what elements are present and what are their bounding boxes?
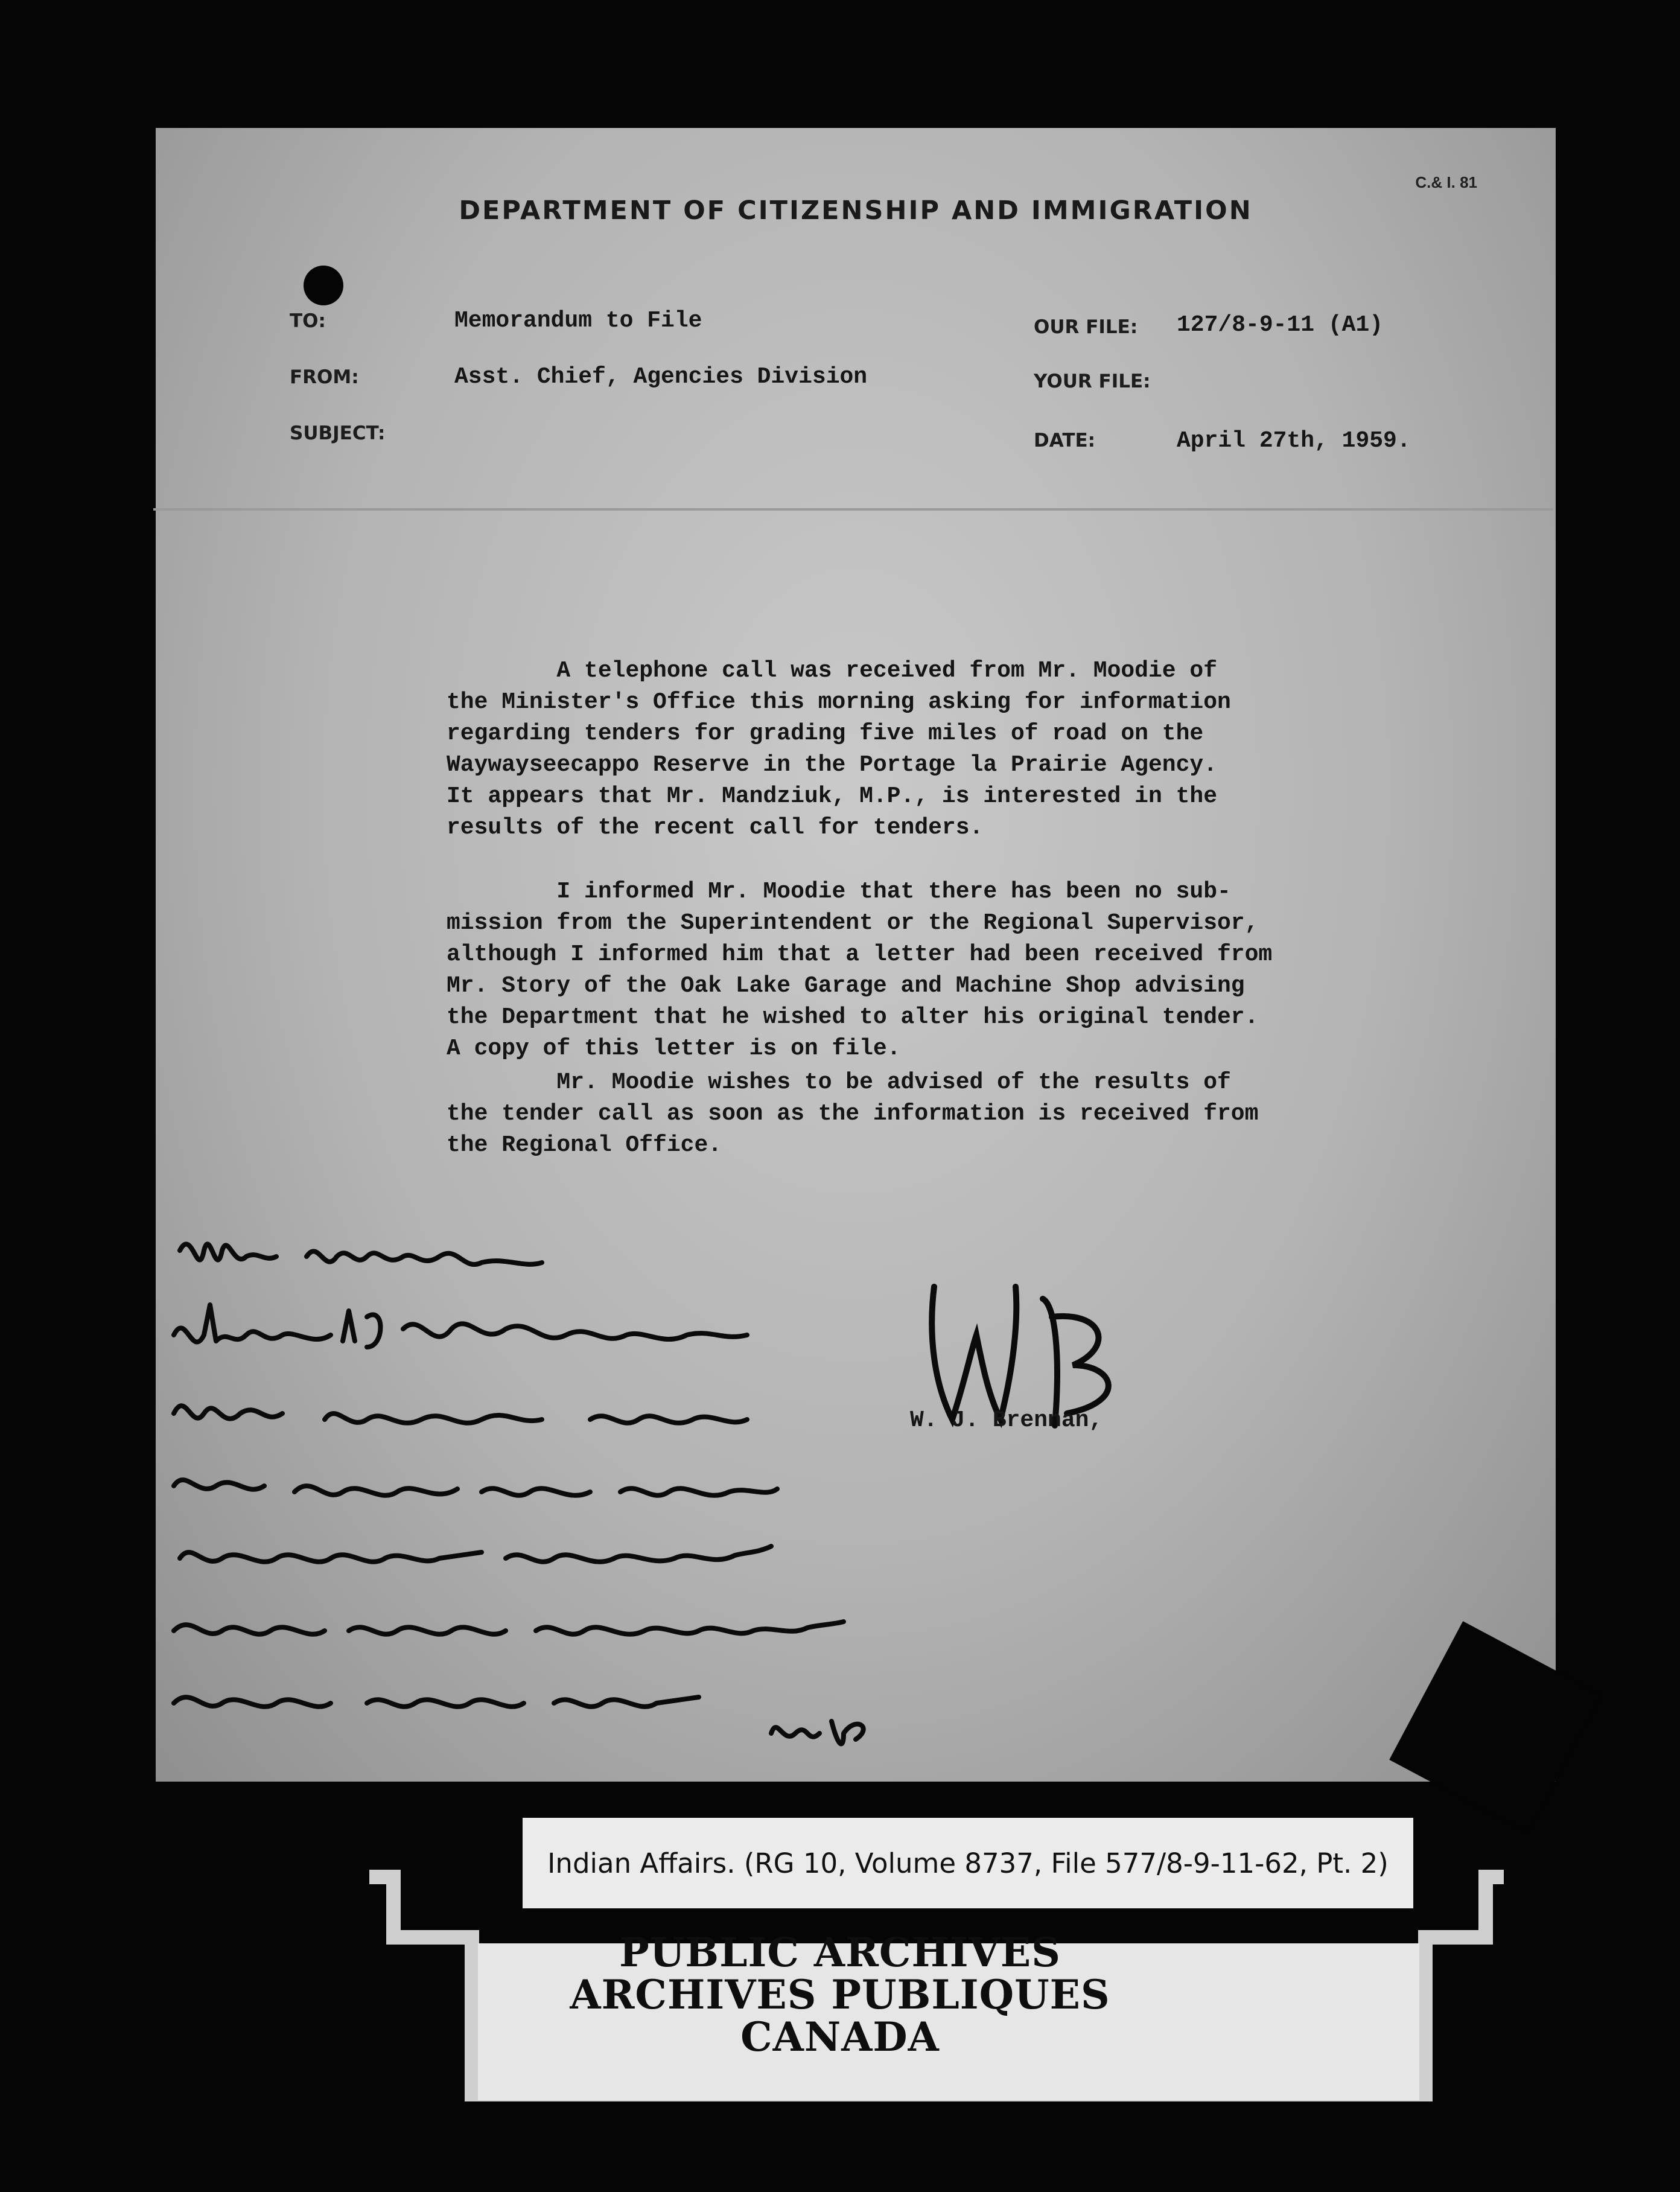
body-paragraph-1: A telephone call was received from Mr. Moodie of the Minister's Office this morning asking for information regarding tenders for grading five miles of road on the Waywayseecappo Reserve in the Portage la Prairie Agency. It appears that Mr. Mandziuk, M.P., is interested in the results of the recent call for tenders. bbox=[447, 658, 1231, 841]
date-value: April 27th, 1959. bbox=[1177, 428, 1411, 454]
from-value: Asst. Chief, Agencies Division bbox=[454, 364, 868, 390]
date-label: DATE: bbox=[1034, 430, 1096, 451]
to-label: TO: bbox=[290, 310, 326, 332]
memo-page bbox=[156, 128, 1556, 1782]
to-value: Memorandum to File bbox=[454, 308, 702, 334]
your-file-label: YOUR FILE: bbox=[1034, 371, 1151, 392]
archive-line-2: ARCHIVES PUBLIQUES bbox=[570, 1971, 1110, 2018]
signature-name: W. J. Brennan, bbox=[910, 1407, 1103, 1433]
archive-line-3: CANADA bbox=[740, 2013, 940, 2060]
header-divider bbox=[153, 508, 1553, 511]
archive-stamp bbox=[0, 1931, 1680, 2058]
subject-label: SUBJECT: bbox=[290, 422, 386, 444]
punch-hole bbox=[304, 266, 343, 305]
archive-citation: Indian Affairs. (RG 10, Volume 8737, File 577/8-9-11-62, Pt. 2) bbox=[547, 1847, 1389, 1879]
body-paragraph-2: I informed Mr. Moodie that there has been no sub- mission from the Superintendent or the Regional Supervisor, although I informed him that a letter had been received from Mr. Story of the Oak Lake Garage and Machine Shop advising the Department that he wished to alter his original tender. A copy of this letter is on file. bbox=[447, 879, 1273, 1062]
archive-citation-label bbox=[523, 1818, 1413, 1908]
our-file-value: 127/8-9-11 (A1) bbox=[1177, 312, 1384, 338]
from-label: FROM: bbox=[290, 366, 359, 388]
paper-corner-curl bbox=[1389, 1621, 1602, 1834]
body-paragraph-3: Mr. Moodie wishes to be advised of the results of the tender call as soon as the information is received from the Regional Office. bbox=[447, 1069, 1259, 1158]
archive-line-1: PUBLIC ARCHIVES bbox=[619, 1929, 1061, 1976]
form-code: C.& I. 81 bbox=[1415, 173, 1477, 191]
our-file-label: OUR FILE: bbox=[1034, 316, 1138, 338]
handwritten-note-image bbox=[168, 1214, 952, 1757]
department-heading: DEPARTMENT OF CITIZENSHIP AND IMMIGRATION bbox=[459, 196, 1253, 226]
